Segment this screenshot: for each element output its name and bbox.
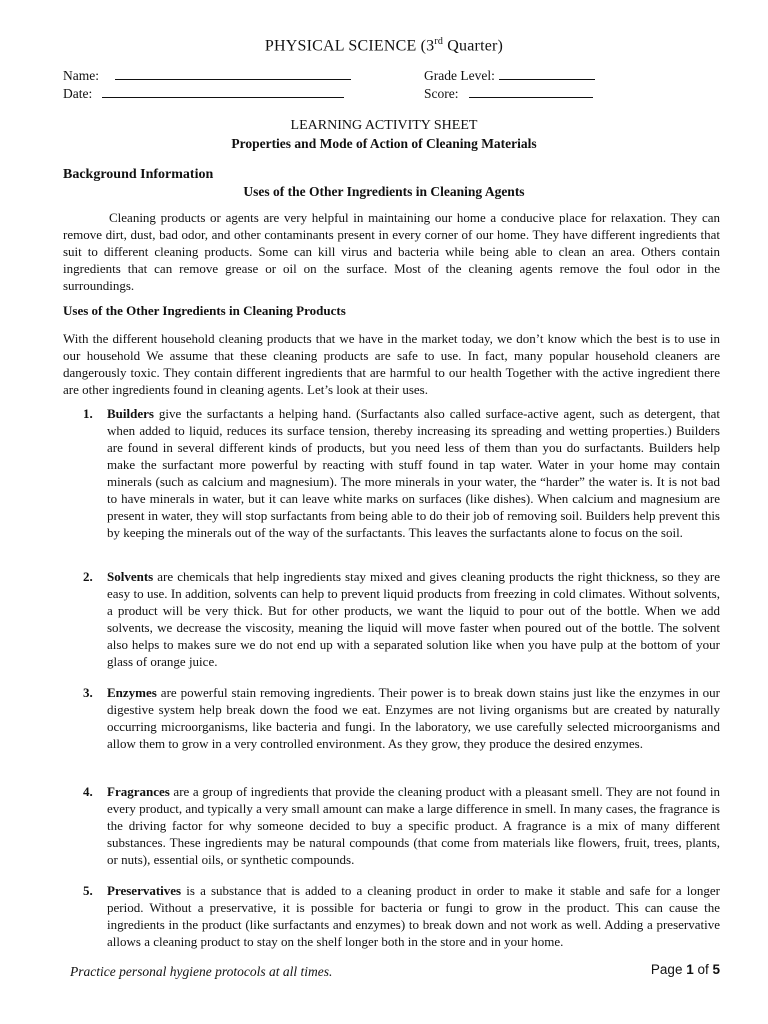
name-field: Name: bbox=[63, 67, 351, 84]
date-field: Date: bbox=[63, 85, 344, 102]
background-subheading: Uses of the Other Ingredients in Cleaning Agents bbox=[243, 184, 525, 199]
background-paragraph: Cleaning products or agents are very helpful in maintaining our home a conducive place for relaxation. They can remove dirt, dust, bad odor, and other contaminants present in every corner of our home. They have different ingredients that suit to different cleaning products. Some can kill virus and bacteria while being able to clean an area. Others contain ingredients that can remove grease or oil on the surface. Most of the cleaning agents remove the foul odor in the surroundings. bbox=[63, 210, 720, 293]
list-item-enzymes: 3. Enzymes are powerful stain removing ingredients. Their power is to break down stains just like the enzymes in our digestive system help break down the food we eat. Enzymes are not living organisms but are created by naturally occurring microorganisms, like bacteria and fungi. In the laboratory, we use carefully selected microorganisms and allow them to grow in a very controlled environment. As they grow, they produce the desired enzymes. bbox=[83, 685, 720, 751]
list-item-preservatives: 5. Preservatives is a substance that is added to a cleaning product in order to make it stable and safe for a longer period. Without a preservative, it is possible for bacteria or fungi to grow in the product. This can cause the ingredients in the product (like surfactants and enzymes) to break down and not work as well. Adding a preservative allows a cleaning product to stay on the shelf longer both in the store and in your home. bbox=[83, 883, 720, 949]
page-title: PHYSICAL SCIENCE (3rd Quarter) bbox=[264, 36, 504, 55]
section-heading: Uses of the Other Ingredients in Cleaning Products bbox=[63, 303, 346, 318]
score-blank[interactable] bbox=[469, 85, 593, 98]
section-intro: With the different household cleaning products that we have in the market today, we don’t know which the best is to use in our household We assume that these cleaning products are safe to use. In fact, many popular household cleaners are dangerously toxic. They contain different ingredients that are harmful to our health Together with the active ingredient there are other ingredients found in cleaning agents. Let’s look at their uses. bbox=[63, 331, 720, 397]
page-number: Page 1 of 5 bbox=[650, 962, 720, 977]
grade-level-blank[interactable] bbox=[499, 67, 595, 80]
sheet-label: LEARNING ACTIVITY SHEET bbox=[290, 118, 478, 133]
list-item-solvents: 2. Solvents are chemicals that help ingredients stay mixed and gives cleaning products the right thickness, so they are easy to use. In addition, solvents can help to prevent liquid products from freezing in cold climates. Without solvents, a product will be very thick. But for other products, we want the liquid to pour out of the bottle. When we add solvents, we decrease the viscosity, meaning the liquid will move faster when poured out of the bottle. The solvent also helps to makes sure we do not end up with a separated solution like when you have pulp at the bottom of your glass of orange juice. bbox=[83, 569, 720, 669]
background-heading: Background Information bbox=[63, 167, 214, 182]
score-field: Score: bbox=[424, 85, 593, 102]
date-blank[interactable] bbox=[102, 85, 344, 98]
list-item-fragrances: 4. Fragrances are a group of ingredients that provide the cleaning product with a pleasant smell. They are not found in every product, and typically a very small amount can make a large difference in smell. In many cases, the fragrance is the driving factor for why someone decided to buy a specific product. A fragrance is a mix of many different substances. These ingredients may be natural compounds (that come from materials like flowers, fruit, trees, plants, or nuts), essential oils, or synthetic compounds. bbox=[83, 784, 720, 867]
list-item-builders: 1. Builders give the surfactants a helping hand. (Surfactants also called surface-active agent, such as detergent, that when added to liquid, reduces its surface tension, thereby increasing its spreading and wetting properties.) Builders are found in several different kinds of products, but you need less of them than you do surfactants. Builders help make the surfactant more powerful by reacting with stuff found in tap water. Water in your home may contain minerals (such as calcium and magnesium). The more minerals in your water, the “harder” the water is. It is not bad to have minerals in water, but it can leave white marks on surfaces (like dishes). When calcium and magnesium are present in water, they will stop surfactants from being able to do their job of removing soil. Builders help prevent this by keeping the minerals out of the way of the surfactants. This leaves the surfactants alone to focus on the soil. bbox=[83, 406, 720, 540]
name-blank[interactable] bbox=[115, 67, 351, 80]
grade-level-field: Grade Level: bbox=[424, 67, 595, 84]
sheet-subtitle: Properties and Mode of Action of Cleaning Materials bbox=[231, 136, 537, 151]
footer-note: Practice personal hygiene protocols at all times. bbox=[70, 964, 333, 979]
